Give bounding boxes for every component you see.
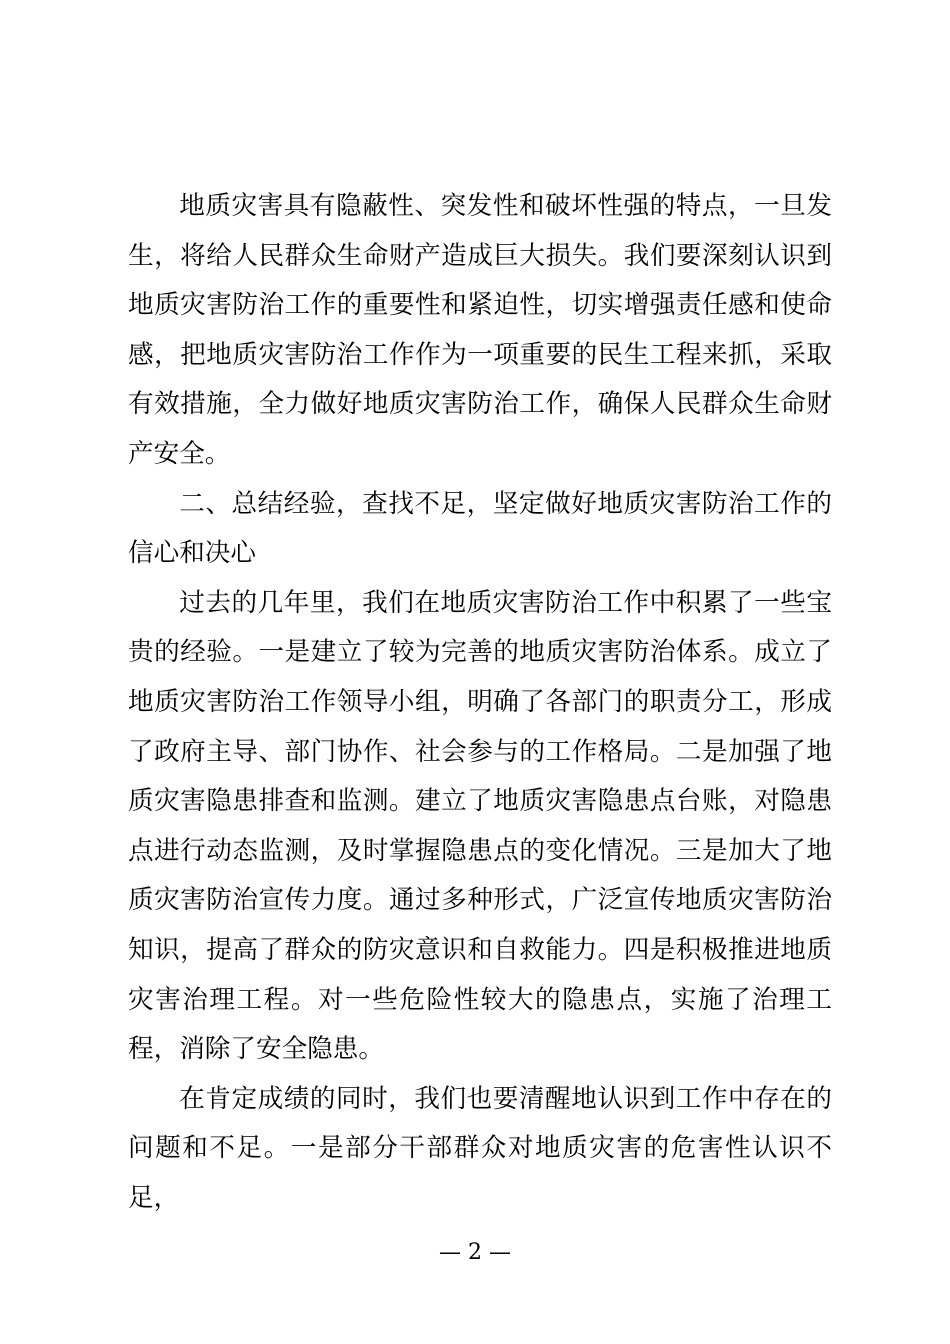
section-heading: 二、总结经验，查找不足，坚定做好地质灾害防治工作的信心和决心 — [128, 488, 832, 569]
paragraph-experience: 过去的几年里，我们在地质灾害防治工作中积累了一些宝贵的经验。一是建立了较为完善的地质灾害防治体系。成立了地质灾害防治工作领导小组，明确了各部门的职责分工，形成了政府主导、部门协作、社会参与的工作格局。二是加强了地质灾害隐患排查和监测。建立了地质灾害隐患点台账，对隐患点进行动态监测，及时掌握隐患点的变化情况。三是加大了地质灾害防治宣传力度。通过多种形式，广泛宣传地质灾害防治知识，提高了群众的防灾意识和自救能力。四是积极推进地质灾害治理工程。对一些危险性较大的隐患点，实施了治理工程，消除了安全隐患。 — [128, 587, 832, 1065]
document-body — [128, 182, 832, 1223]
paragraph-shortcomings: 在肯定成绩的同时，我们也要清醒地认识到工作中存在的问题和不足。一是部分干部群众对地质灾害的危害性认识不足， — [128, 1083, 832, 1213]
paragraph-intro: 地质灾害具有隐蔽性、突发性和破坏性强的特点，一旦发生，将给人民群众生命财产造成巨大损失。我们要深刻认识到地质灾害防治工作的重要性和紧迫性，切实增强责任感和使命感，把地质灾害防治工作作为一项重要的民生工程来抓，采取有效措施，全力做好地质灾害防治工作，确保人民群众生命财产安全。 — [128, 191, 832, 469]
page-number: — 2 — — [439, 1240, 511, 1265]
